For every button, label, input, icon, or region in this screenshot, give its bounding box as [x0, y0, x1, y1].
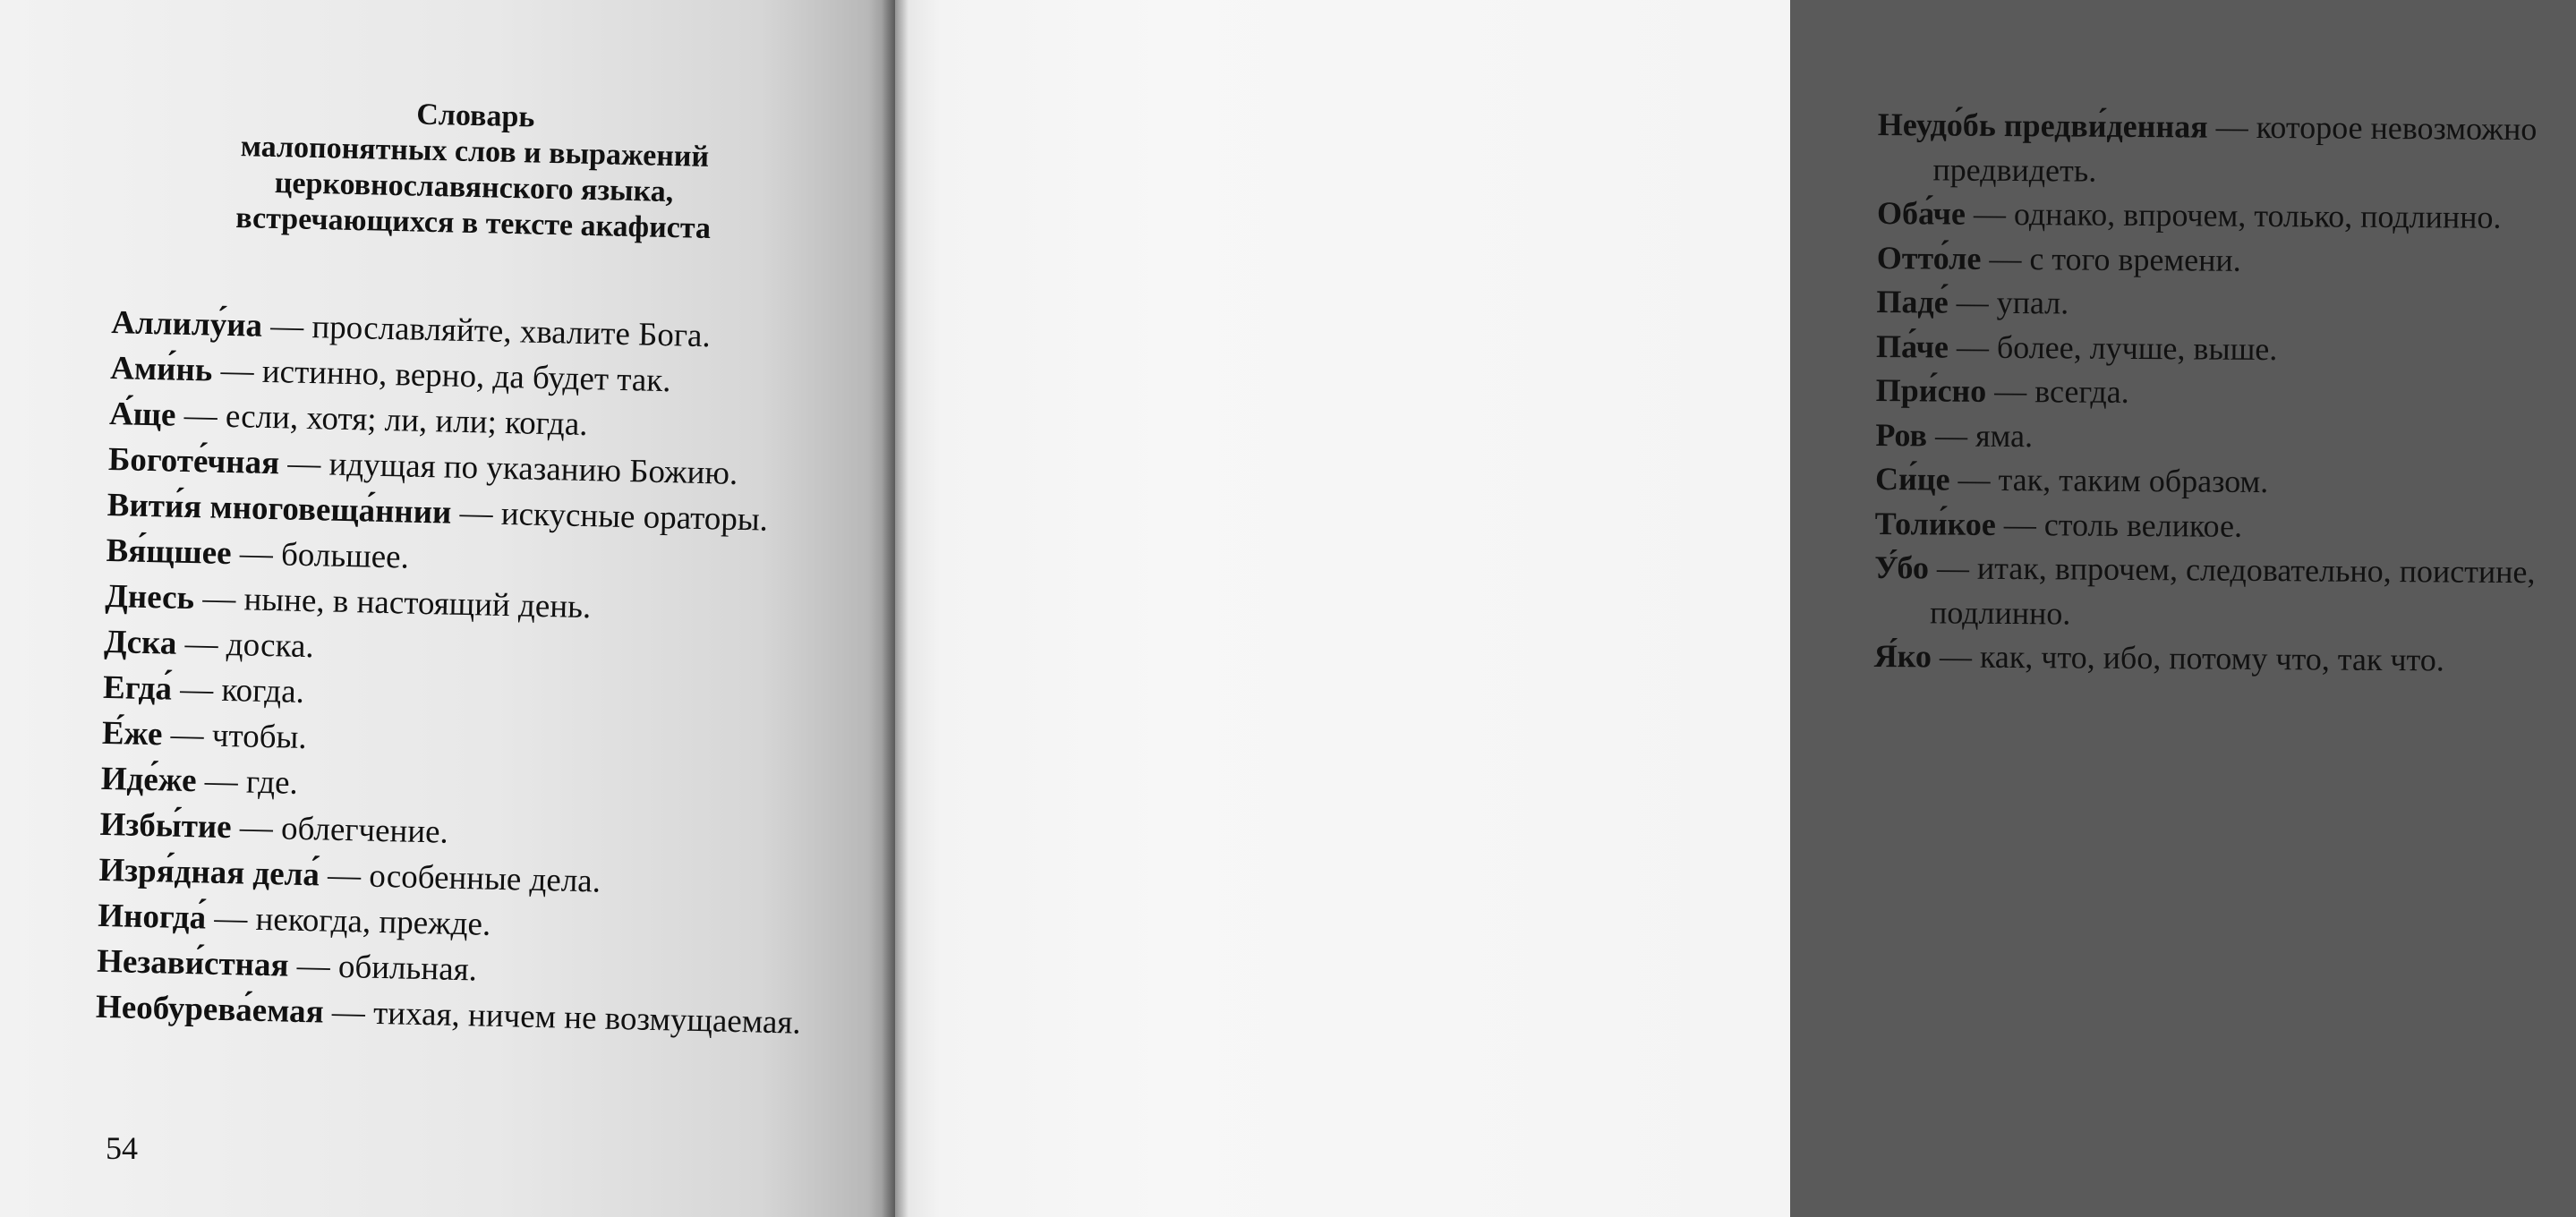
dictionary-entry	[1876, 280, 2574, 329]
entry-definition: — чтобы.	[161, 716, 308, 757]
entry-definition: — некогда, прежде.	[205, 899, 491, 943]
dictionary-entry	[1875, 413, 2573, 462]
entry-term: Ами́нь	[109, 349, 213, 389]
entry-definition: — упал.	[1948, 284, 2069, 321]
entry-definition: — искусные ораторы.	[450, 494, 769, 539]
entry-definition: — если, хотя; ли, или; когда.	[175, 396, 588, 444]
entry-definition: — ныне, в настоящий день.	[193, 580, 592, 626]
entry-term: Вя́щшее	[106, 532, 233, 573]
entry-definition: — с того времени.	[1981, 240, 2241, 278]
entry-definition: — яма.	[1926, 416, 2034, 454]
right-page	[895, 0, 2538, 1217]
dictionary-entry	[1877, 235, 2575, 285]
entry-term: Егда́	[102, 668, 173, 708]
entry-definition: — идущая по указанию Божию.	[278, 445, 738, 492]
entry-term: Ров	[1875, 416, 1928, 453]
entry-term: А́ще	[108, 395, 176, 434]
entry-term: Изря́дная дела́	[98, 851, 320, 894]
entry-term: Иногда́	[97, 897, 207, 937]
dictionary-entry	[1875, 457, 2573, 506]
entry-term: Толи́кое	[1874, 505, 1996, 542]
dictionary-entry	[1877, 103, 2576, 196]
title-line: церковнославянского языка,	[274, 166, 674, 209]
page-number: 54	[106, 1130, 138, 1166]
entry-definition: — особенные дела.	[319, 856, 601, 900]
entry-term: Днесь	[105, 577, 195, 617]
left-page	[0, 0, 895, 1217]
entry-term: Аллилу́иа	[110, 303, 263, 345]
entry-term: Неудо́бь предви́денная	[1877, 106, 2208, 145]
dictionary-entry	[1874, 634, 2572, 684]
entry-definition: — когда.	[171, 670, 305, 711]
dictionary-entry	[1874, 546, 2573, 639]
entry-term: Боготе́чная	[107, 440, 280, 482]
dictionary-entry	[1875, 501, 2573, 550]
entry-definition: — где.	[196, 762, 299, 802]
dictionary-entry	[1876, 324, 2574, 373]
entry-definition: — столь великое.	[1995, 506, 2243, 544]
dictionary-entry	[1876, 369, 2574, 418]
entry-term: У́бо	[1874, 549, 1930, 586]
entry-definition: — всегда.	[1986, 372, 2129, 410]
entry-term: Оба́че	[1877, 194, 1966, 232]
title-line: Словарь	[415, 98, 535, 134]
entry-definition: — тихая, ничем не возмущаемая.	[323, 993, 802, 1042]
entry-term: Иде́же	[100, 760, 197, 800]
title-line: малопонятных слов и выражений	[240, 130, 710, 174]
entry-definition: — облегчение.	[231, 809, 449, 851]
entry-definition: — которое невозможно предвидеть.	[1932, 108, 2538, 189]
entry-term: Дска	[103, 623, 177, 662]
dictionary-title	[150, 91, 798, 249]
entry-definition: — итак, впрочем, следовательно, поистине, подлинно.	[1928, 549, 2536, 632]
title-line: встречающихся в тексте акафиста	[235, 200, 712, 246]
entry-term: Си́це	[1874, 460, 1950, 498]
entry-definition: — прославляйте, хвалите Бога.	[261, 307, 712, 355]
dictionary-entry	[1877, 191, 2575, 241]
right-entries-list	[1874, 103, 2576, 684]
entry-definition: — истинно, верно, да будет так.	[211, 352, 672, 400]
entry-definition: — доска.	[175, 625, 315, 666]
entry-definition: — большее.	[231, 535, 410, 576]
entry-definition: — как, что, ибо, потому что, так что.	[1931, 638, 2444, 678]
book-spine	[882, 0, 908, 1217]
entry-definition: — однако, впрочем, только, подлинно.	[1965, 195, 2502, 235]
entry-term: При́сно	[1875, 371, 1987, 409]
entry-definition: — обильная.	[288, 947, 478, 989]
entry-term: Незави́стная	[96, 942, 289, 984]
entry-definition: — так, таким образом.	[1949, 461, 2269, 500]
entry-term: Вити́я многовеща́ннии	[107, 486, 452, 532]
entry-term: Паде́	[1876, 283, 1949, 320]
entry-term: Отто́ле	[1876, 239, 1982, 277]
entry-term: Я́ко	[1873, 637, 1932, 675]
entry-definition: — более, лучше, выше.	[1948, 328, 2278, 367]
entry-term: Необурева́емая	[95, 988, 325, 1031]
left-entries-list	[95, 300, 827, 1046]
entry-term: Па́че	[1875, 328, 1949, 365]
entry-term: Избы́тие	[99, 805, 233, 847]
entry-term: Е́же	[101, 714, 163, 753]
